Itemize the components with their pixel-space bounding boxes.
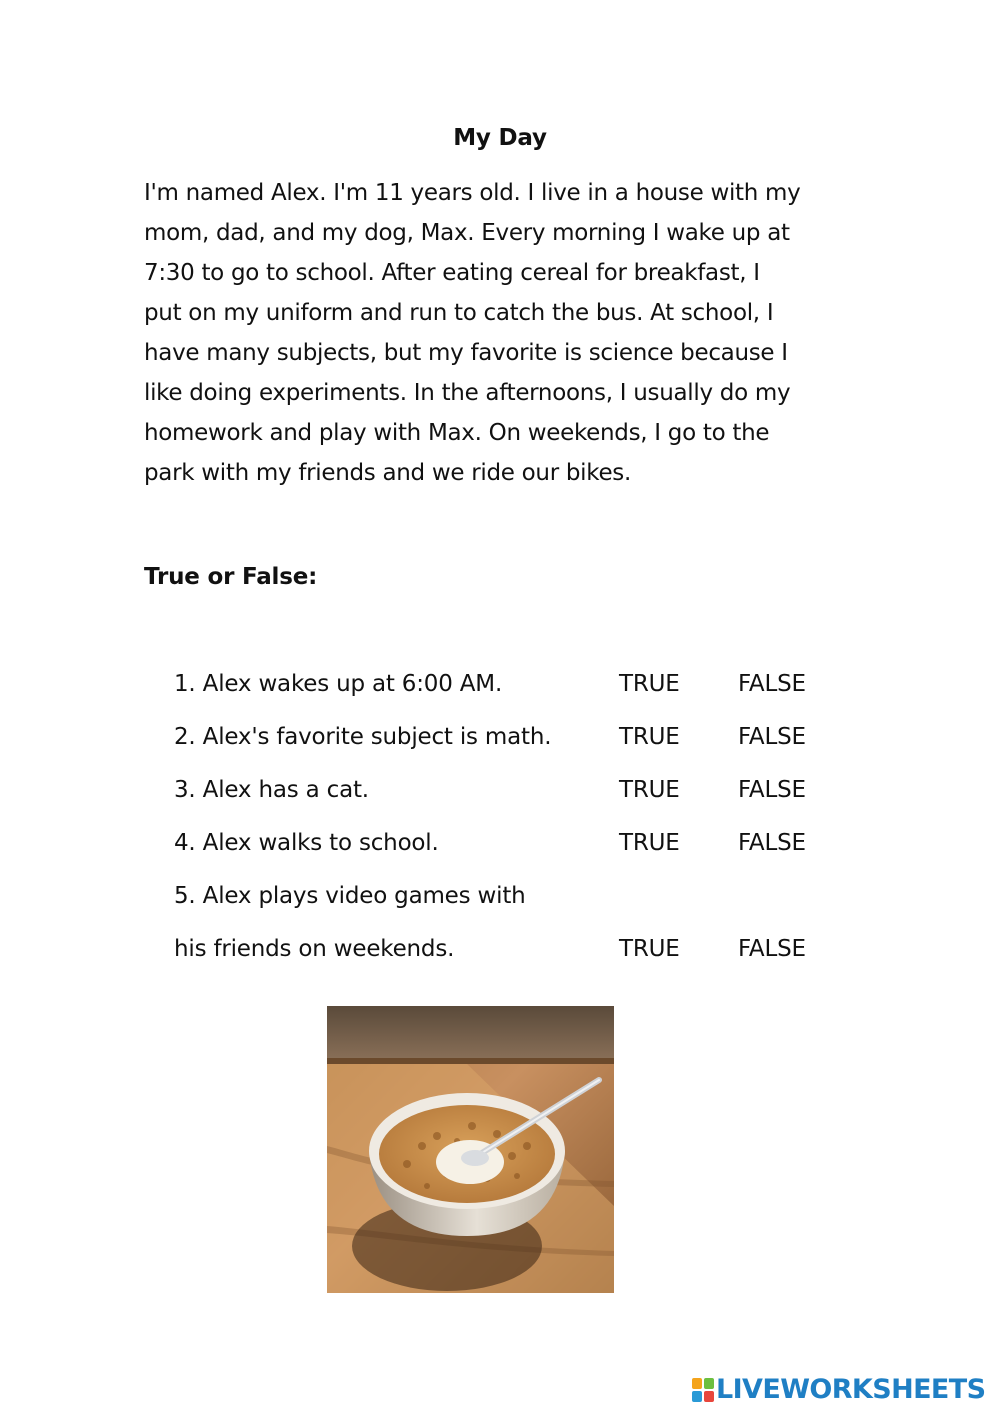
quiz-question-5-line1 — [0, 878, 1000, 914]
quiz-question-1 — [0, 666, 1000, 702]
reading-passage — [144, 173, 864, 493]
false-option[interactable]: FALSE — [738, 724, 806, 750]
true-option[interactable]: TRUE — [619, 671, 680, 697]
passage-line: I'm named Alex. I'm 11 years old. I live in a house with my — [144, 180, 801, 206]
passage-line: 7:30 to go to school. After eating cereal for breakfast, I — [144, 260, 760, 286]
quiz-heading: True or False: — [144, 564, 318, 590]
quiz-question-2 — [0, 719, 1000, 755]
passage-line: homework and play with Max. On weekends, I go to the — [144, 420, 770, 446]
question-text: 2. Alex's favorite subject is math. — [174, 724, 552, 750]
question-text: 5. Alex plays video games with — [174, 883, 526, 909]
question-text: 4. Alex walks to school. — [174, 830, 439, 856]
quiz-question-3 — [0, 772, 1000, 808]
false-option[interactable]: FALSE — [738, 777, 806, 803]
liveworksheets-logo — [692, 1373, 985, 1407]
quiz-question-5 — [0, 931, 1000, 967]
quiz-question-4 — [0, 825, 1000, 861]
question-text: 1. Alex wakes up at 6:00 AM. — [174, 671, 503, 697]
question-text: 3. Alex has a cat. — [174, 777, 369, 803]
true-option[interactable]: TRUE — [619, 830, 680, 856]
brand-mark-icon — [692, 1378, 714, 1402]
page-title: My Day — [453, 125, 547, 151]
passage-line: mom, dad, and my dog, Max. Every morning I wake up at — [144, 220, 790, 246]
true-option[interactable]: TRUE — [619, 777, 680, 803]
cereal-bowl-illustration — [327, 1006, 614, 1293]
false-option[interactable]: FALSE — [738, 936, 806, 962]
passage-line: like doing experiments. In the afternoons, I usually do my — [144, 380, 791, 406]
question-text: his friends on weekends. — [174, 936, 455, 962]
passage-line: have many subjects, but my favorite is science because I — [144, 340, 788, 366]
passage-line: put on my uniform and run to catch the bus. At school, I — [144, 300, 774, 326]
brand-name: LIVEWORKSHEETS — [716, 1374, 986, 1405]
false-option[interactable]: FALSE — [738, 830, 806, 856]
false-option[interactable]: FALSE — [738, 671, 806, 697]
true-option[interactable]: TRUE — [619, 724, 680, 750]
cereal-bowl-image — [327, 1006, 614, 1293]
passage-line: park with my friends and we ride our bikes. — [144, 460, 631, 486]
true-option[interactable]: TRUE — [619, 936, 680, 962]
